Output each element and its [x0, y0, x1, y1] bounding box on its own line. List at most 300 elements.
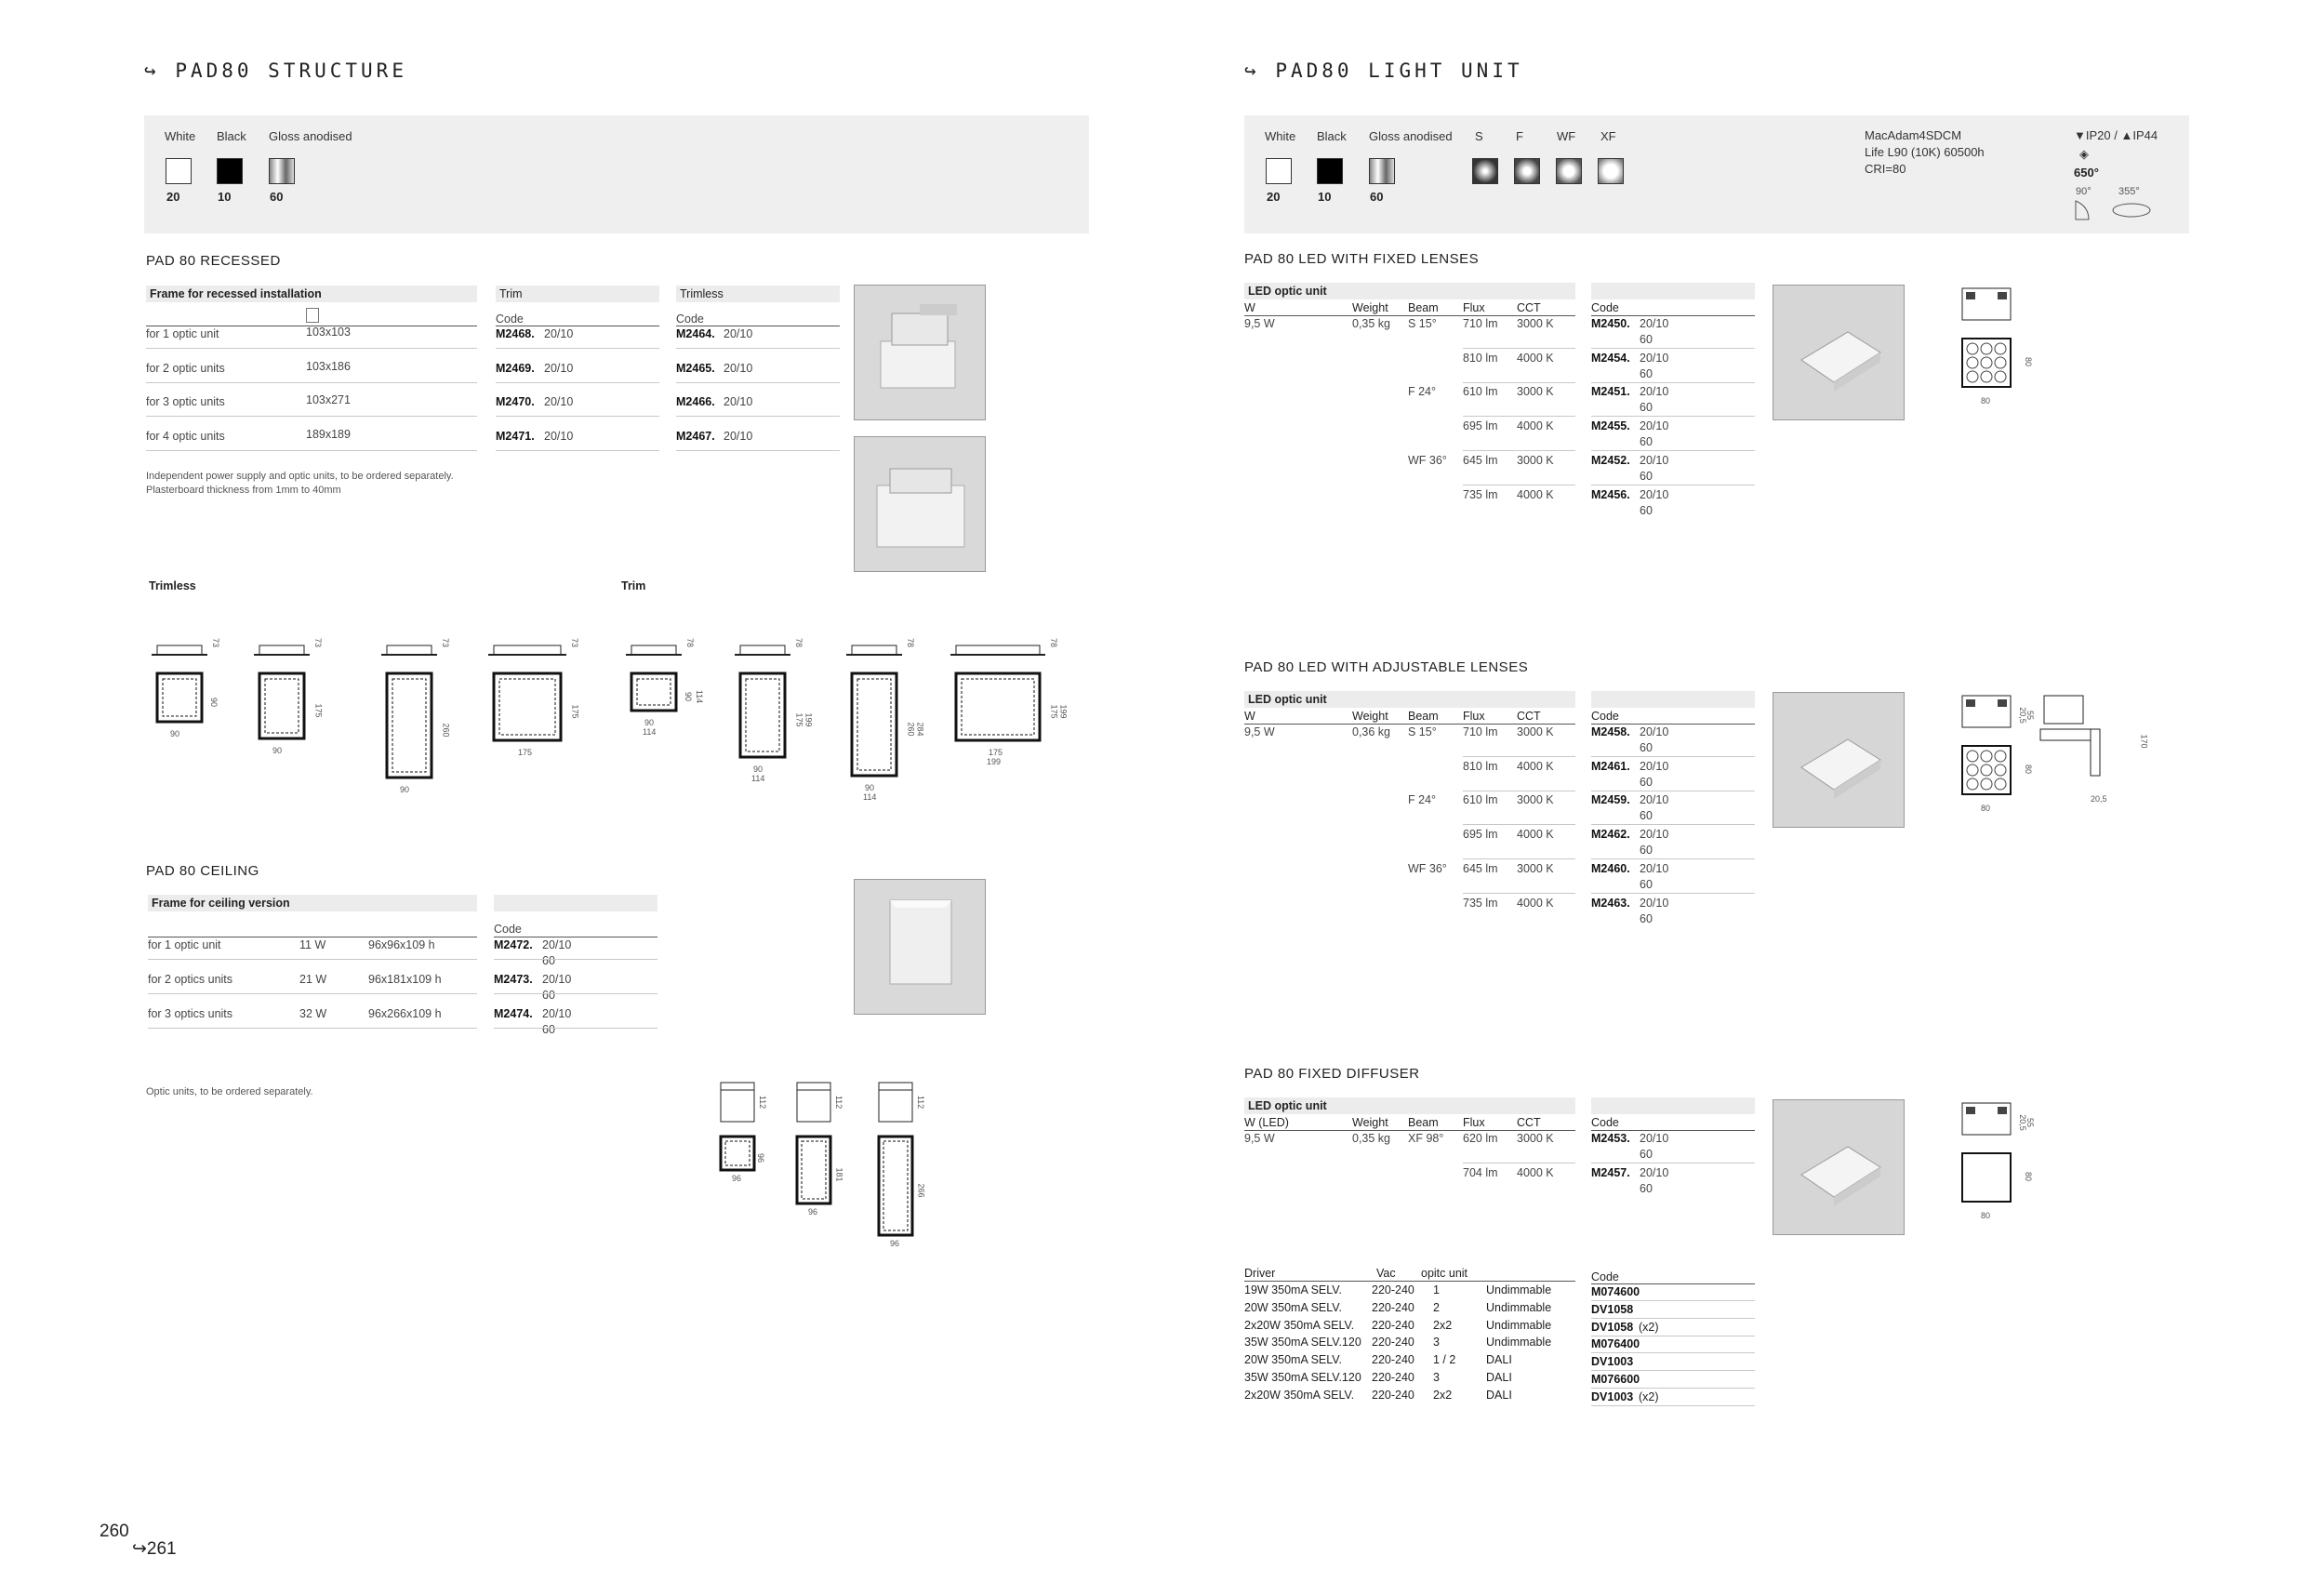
trim-code: M2468. [496, 327, 535, 340]
col-header: Code [1591, 301, 1619, 314]
row-size: 96x181x109 h [368, 973, 442, 986]
row-divider [1463, 858, 1575, 859]
trim-variant: 20/10 [544, 327, 574, 340]
dim-label: 170 [2139, 734, 2149, 749]
driver-code: M076400 [1591, 1337, 1640, 1351]
drawings-trim-label: Trim [621, 579, 646, 592]
code-bar [1591, 1097, 1755, 1114]
finish-value: 20 [166, 190, 180, 204]
variant: 20/10 [1640, 725, 1669, 738]
driver-cell-type: DALI [1486, 1371, 1512, 1384]
product-code: M2454. [1591, 351, 1630, 365]
cell-cct: 3000 K [1517, 385, 1554, 399]
divider [1591, 315, 1755, 316]
driver-cell-optic: 3 [1433, 1371, 1440, 1384]
trim-drawing [846, 632, 928, 800]
dimension-drawing-adjustable-lenses [1960, 692, 2174, 822]
row-watt: 21 W [299, 973, 327, 986]
col-header: W [1244, 301, 1255, 314]
product-photo-adjustable-lenses [1773, 692, 1905, 828]
cell-w: 9,5 W [1244, 725, 1275, 738]
swatch-black [217, 158, 243, 184]
row-divider [146, 450, 477, 451]
variant: 20/10 [1640, 453, 1669, 467]
frame-header: Frame for recessed installation [146, 286, 477, 302]
cell-cct: 4000 K [1517, 896, 1554, 910]
driver-code: DV1003 [1591, 1389, 1634, 1403]
note: Plasterboard thickness from 1mm to 40mm [146, 485, 341, 496]
driver-cell-type: DALI [1486, 1388, 1512, 1402]
trim-header: Trim [496, 286, 659, 302]
variant: 60 [1640, 1148, 1653, 1161]
cell-flux: 695 lm [1463, 828, 1498, 842]
row-label: for 1 optic unit [148, 938, 221, 951]
trimless-variant: 20/10 [724, 395, 753, 408]
ceiling-variant: 60 [542, 989, 555, 1002]
cell-w: 9,5 W [1244, 1132, 1275, 1145]
divider [1244, 1281, 1575, 1282]
variant: 20/10 [1640, 385, 1669, 399]
trimless-drawing [152, 632, 233, 746]
trimless-code: M2467. [676, 429, 715, 443]
cell-beam: F 24° [1408, 793, 1437, 807]
cell-flux: 710 lm [1463, 725, 1498, 738]
code-label: Code [496, 312, 524, 326]
dim-label: 73 [441, 637, 451, 648]
section-title-structure: ↪ PAD80 STRUCTURE [144, 60, 407, 82]
product-photo-fixed-lenses [1773, 285, 1905, 420]
trim-variant: 20/10 [544, 429, 574, 443]
dim-label: 114 [643, 727, 657, 737]
dim-label: 55 [2025, 710, 2036, 721]
arrow-icon: ↪ [144, 60, 160, 82]
dim-label: 80 [2024, 764, 2034, 775]
row-divider [1463, 893, 1575, 894]
driver-cell-driver: 20W 350mA SELV. [1244, 1300, 1342, 1314]
variant: 60 [1640, 809, 1653, 823]
dim-label: 78 [685, 637, 696, 648]
cell-cct: 4000 K [1517, 419, 1554, 433]
optic-header: LED optic unit [1244, 283, 1575, 299]
dimension-drawing-fixed-lenses [1960, 285, 2174, 415]
trim-drawing [626, 632, 708, 735]
driver-cell-vac: 220-240 [1372, 1388, 1414, 1402]
row-size: 189x189 [306, 427, 351, 441]
dim-label: 260 [906, 722, 916, 737]
variant: 20/10 [1640, 1132, 1669, 1145]
variant: 60 [1640, 741, 1653, 754]
code-label: Code [494, 923, 522, 936]
arrow-icon: ↪ [1244, 60, 1260, 82]
code-label: Code [676, 312, 704, 326]
cell-flux: 735 lm [1463, 896, 1498, 910]
row-divider [1463, 756, 1575, 757]
ceiling-variant: 20/10 [542, 973, 572, 986]
dim-label: 199 [1058, 704, 1069, 719]
product-code: M2455. [1591, 419, 1630, 433]
variant: 20/10 [1640, 896, 1669, 910]
note: Independent power supply and optic units, to be ordered separately. [146, 471, 454, 482]
divider [1244, 724, 1575, 725]
col-header: Flux [1463, 301, 1485, 314]
cell-flux: 810 lm [1463, 759, 1498, 773]
lens-label: F [1516, 129, 1523, 143]
size-icon [306, 308, 319, 323]
cell-cct: 4000 K [1517, 759, 1554, 773]
finish-value: 10 [1318, 190, 1332, 204]
cell-cct: 3000 K [1517, 317, 1554, 330]
variant: 20/10 [1640, 828, 1669, 842]
divider [1244, 1130, 1575, 1131]
dim-label: 96 [732, 1174, 742, 1183]
row-divider [496, 450, 659, 451]
dim-label: 73 [211, 637, 221, 648]
col-header: Code [1591, 1116, 1619, 1129]
cell-flux: 810 lm [1463, 351, 1498, 365]
trimless-header: Trimless [676, 286, 840, 302]
driver-col-header: Code [1591, 1270, 1619, 1283]
driver-cell-type: Undimmable [1486, 1318, 1552, 1332]
row-size: 103x271 [306, 393, 351, 406]
heading-adjustable-lenses: PAD 80 LED WITH ADJUSTABLE LENSES [1244, 659, 1529, 675]
driver-cell-type: Undimmable [1486, 1283, 1552, 1296]
row-divider [1591, 450, 1755, 451]
driver-code: M074600 [1591, 1285, 1640, 1298]
ceiling-variant: 20/10 [542, 938, 572, 951]
rotation-angle: 355° [2118, 186, 2140, 197]
lens-label: S [1475, 129, 1483, 143]
product-photo-trimless [854, 436, 986, 572]
dim-label: 112 [834, 1095, 844, 1110]
dim-label: 112 [916, 1095, 926, 1110]
code-bar [1591, 283, 1755, 299]
dim-label: 80 [1981, 1211, 1991, 1220]
dim-label: 78 [794, 637, 804, 648]
driver-code-suffix: (x2) [1639, 1320, 1659, 1334]
ceiling-variant: 60 [542, 1023, 555, 1036]
triangle-down-icon: ▼ [2074, 128, 2086, 142]
cell-flux: 610 lm [1463, 793, 1498, 807]
row-divider [1591, 382, 1755, 383]
dim-label: 284 [915, 722, 925, 737]
lens-label: WF [1557, 129, 1576, 143]
row-divider [676, 348, 840, 349]
driver-cell-driver: 2x20W 350mA SELV. [1244, 1318, 1355, 1332]
row-divider [1591, 1352, 1755, 1353]
dim-label: 90 [272, 746, 283, 755]
driver-cell-type: DALI [1486, 1353, 1512, 1367]
trimless-code: M2465. [676, 361, 715, 375]
trimless-variant: 20/10 [724, 429, 753, 443]
dim-label: 199 [987, 757, 1002, 766]
row-divider [1591, 893, 1755, 894]
dim-label: 175 [313, 703, 324, 718]
cell-weight: 0,35 kg [1352, 1132, 1391, 1145]
variant: 60 [1640, 503, 1653, 517]
dim-label: 80 [1981, 804, 1991, 813]
lens-xf-icon [1598, 158, 1624, 184]
cell-beam: WF 36° [1408, 861, 1447, 875]
lens-wf-icon [1556, 158, 1582, 184]
row-divider [1463, 416, 1575, 417]
cell-cct: 3000 K [1517, 1132, 1554, 1145]
product-code: M2452. [1591, 453, 1630, 467]
dim-label: 96 [890, 1239, 900, 1248]
heading-fixed-lenses: PAD 80 LED WITH FIXED LENSES [1244, 251, 1480, 267]
trimless-drawing [254, 632, 336, 763]
product-code: M2458. [1591, 725, 1630, 738]
cell-cct: 4000 K [1517, 351, 1554, 365]
optic-header: LED optic unit [1244, 1097, 1575, 1114]
cell-beam: XF 98° [1408, 1132, 1444, 1145]
trim-variant: 20/10 [544, 361, 574, 375]
dim-label: 20,5 [2017, 1114, 2027, 1131]
dim-label: 175 [989, 748, 1003, 757]
driver-col-header: Driver [1244, 1267, 1276, 1280]
ceiling-code: M2472. [494, 938, 533, 951]
variant: 60 [1640, 911, 1653, 925]
row-divider [1591, 858, 1755, 859]
driver-cell-driver: 2x20W 350mA SELV. [1244, 1388, 1355, 1402]
ceiling-drawing [795, 1079, 870, 1237]
driver-cell-driver: 20W 350mA SELV. [1244, 1353, 1342, 1367]
swatch-gloss [269, 158, 295, 184]
variant: 60 [1640, 844, 1653, 858]
col-header: Weight [1352, 710, 1388, 723]
row-size: 96x266x109 h [368, 1007, 442, 1020]
trim-code: M2471. [496, 429, 535, 443]
angle-icon [2072, 197, 2156, 223]
driver-cell-vac: 220-240 [1372, 1318, 1414, 1332]
row-divider [148, 993, 477, 994]
ceiling-variant: 60 [542, 954, 555, 967]
product-code: M2461. [1591, 759, 1630, 773]
trimless-variant: 20/10 [724, 361, 753, 375]
lens-label: XF [1600, 129, 1616, 143]
variant: 20/10 [1640, 487, 1669, 501]
row-watt: 32 W [299, 1007, 327, 1020]
product-photo-ceiling [854, 879, 986, 1015]
glow-wire-value: 650° [2074, 166, 2099, 180]
row-divider [494, 959, 657, 960]
ceiling-drawing [877, 1079, 951, 1237]
dim-label: 114 [863, 792, 877, 802]
row-divider [1463, 382, 1575, 383]
driver-cell-optic: 1 [1433, 1283, 1440, 1296]
row-divider [146, 348, 477, 349]
ip-rating: ▼IP20 / ▲IP44 [2074, 128, 2158, 142]
col-header: Code [1591, 710, 1619, 723]
variant: 20/10 [1640, 1165, 1669, 1179]
row-label: for 3 optic units [146, 395, 225, 408]
col-header: CCT [1517, 710, 1541, 723]
cell-beam: WF 36° [1408, 453, 1447, 467]
swatch-white [1266, 158, 1292, 184]
trimless-code: M2464. [676, 327, 715, 340]
cell-weight: 0,36 kg [1352, 725, 1391, 738]
row-divider [496, 416, 659, 417]
finish-panel [144, 115, 1089, 233]
cell-flux: 610 lm [1463, 385, 1498, 399]
driver-cell-optic: 2x2 [1433, 1318, 1453, 1332]
divider [1591, 724, 1755, 725]
dim-label: 90 [684, 691, 694, 702]
dim-label: 73 [570, 637, 580, 648]
cell-flux: 645 lm [1463, 453, 1498, 467]
cell-flux: 735 lm [1463, 487, 1498, 501]
heading-ceiling: PAD 80 CEILING [146, 863, 259, 879]
row-divider [1591, 416, 1755, 417]
variant: 20/10 [1640, 419, 1669, 433]
driver-cell-vac: 220-240 [1372, 1336, 1414, 1350]
cell-cct: 3000 K [1517, 793, 1554, 807]
drawings-trimless-label: Trimless [149, 579, 196, 592]
note: Optic units, to be ordered separately. [146, 1086, 313, 1097]
cell-cct: 4000 K [1517, 487, 1554, 501]
tilt-angle: 90° [2076, 186, 2092, 197]
col-header: CCT [1517, 301, 1541, 314]
trim-code: M2470. [496, 395, 535, 408]
cell-cct: 4000 K [1517, 828, 1554, 842]
cell-flux: 695 lm [1463, 419, 1498, 433]
dim-label: 96 [808, 1207, 818, 1217]
dim-label: 199 [803, 712, 814, 727]
product-code: M2451. [1591, 385, 1630, 399]
row-label: for 4 optic units [146, 429, 225, 443]
arrow-icon: ↪ [132, 1539, 147, 1559]
col-header: Beam [1408, 301, 1439, 314]
dim-label: 78 [1049, 637, 1059, 648]
driver-cell-driver: 35W 350mA SELV.120 [1244, 1336, 1361, 1350]
row-divider [146, 416, 477, 417]
cell-cct: 4000 K [1517, 1165, 1554, 1179]
dim-label: 175 [570, 704, 580, 719]
product-code: M2456. [1591, 487, 1630, 501]
section-title-light-unit: ↪ PAD80 LIGHT UNIT [1244, 60, 1523, 82]
finish-label: White [1265, 129, 1296, 143]
row-divider [496, 348, 659, 349]
trimless-code: M2466. [676, 395, 715, 408]
col-header: Flux [1463, 710, 1485, 723]
finish-label: Gloss anodised [1369, 129, 1453, 143]
dim-label: 80 [1981, 396, 1991, 406]
divider [1591, 1130, 1755, 1131]
variant: 20/10 [1640, 861, 1669, 875]
row-size: 103x186 [306, 359, 351, 373]
dim-label: 80 [2024, 356, 2034, 367]
finish-value: 60 [270, 190, 284, 204]
dim-label: 90 [644, 718, 655, 727]
driver-code-suffix: (x2) [1639, 1389, 1659, 1403]
row-divider [1591, 1300, 1755, 1301]
product-code: M2459. [1591, 793, 1630, 807]
row-label: for 1 optic unit [146, 327, 219, 340]
dim-label: 266 [916, 1183, 926, 1198]
trim-drawing [950, 632, 1071, 765]
dim-label: 90 [170, 729, 180, 738]
triangle-up-icon: ▲ [2120, 128, 2133, 142]
col-header: W [1244, 710, 1255, 723]
driver-col-header: opitc unit [1421, 1267, 1468, 1280]
variant: 60 [1640, 877, 1653, 891]
variant: 20/10 [1640, 351, 1669, 365]
driver-cell-vac: 220-240 [1372, 1371, 1414, 1384]
driver-code: M076600 [1591, 1373, 1640, 1386]
row-divider [1463, 348, 1575, 349]
trim-drawing [735, 632, 817, 781]
cell-flux: 704 lm [1463, 1165, 1498, 1179]
col-header: CCT [1517, 1116, 1541, 1129]
variant: 20/10 [1640, 759, 1669, 773]
col-header: Beam [1408, 1116, 1439, 1129]
driver-code: DV1003 [1591, 1355, 1634, 1369]
product-code: M2462. [1591, 828, 1630, 842]
col-header: W (LED) [1244, 1116, 1289, 1129]
trimless-variant: 20/10 [724, 327, 753, 340]
finish-label: White [165, 129, 196, 143]
product-code: M2460. [1591, 861, 1630, 875]
variant: 60 [1640, 1181, 1653, 1195]
cell-weight: 0,35 kg [1352, 317, 1391, 330]
heading-recessed: PAD 80 RECESSED [146, 253, 281, 269]
cell-cct: 3000 K [1517, 861, 1554, 875]
finish-value: 20 [1267, 190, 1281, 204]
dim-label: 175 [794, 712, 804, 727]
ceiling-frame-header: Frame for ceiling version [148, 895, 477, 911]
ceiling-code: M2474. [494, 1007, 533, 1020]
product-code: M2457. [1591, 1165, 1630, 1179]
ceiling-code-bar [494, 895, 657, 911]
variant: 60 [1640, 469, 1653, 483]
row-watt: 11 W [299, 938, 326, 951]
heading-fixed-diffuser: PAD 80 FIXED DIFFUSER [1244, 1066, 1420, 1082]
row-size: 103x103 [306, 326, 351, 339]
row-divider [1591, 1405, 1755, 1406]
dim-label: 73 [313, 637, 324, 648]
row-divider [146, 382, 477, 383]
spec-text: CRI=80 [1865, 162, 1906, 176]
dim-label: 90 [753, 765, 764, 774]
row-divider [1591, 348, 1755, 349]
product-photo-trim [854, 285, 986, 420]
lens-s-icon [1472, 158, 1498, 184]
row-divider [494, 1028, 657, 1029]
row-divider [676, 416, 840, 417]
col-header: Weight [1352, 301, 1388, 314]
variant: 20/10 [1640, 793, 1669, 807]
product-code: M2463. [1591, 896, 1630, 910]
ceiling-variant: 20/10 [542, 1007, 572, 1020]
dim-label: 90 [865, 783, 875, 792]
driver-cell-optic: 2 [1433, 1300, 1440, 1314]
driver-code: DV1058 [1591, 1320, 1634, 1334]
dim-label: 20,5 [2091, 794, 2107, 804]
dim-label: 112 [758, 1095, 768, 1110]
dim-label: 114 [695, 689, 705, 704]
product-photo-fixed-diffuser [1773, 1099, 1905, 1235]
cell-beam: S 15° [1408, 725, 1437, 738]
row-divider [148, 959, 477, 960]
finish-value: 60 [1370, 190, 1384, 204]
cell-flux: 710 lm [1463, 317, 1498, 330]
row-divider [1591, 1318, 1755, 1319]
trimless-drawing [488, 632, 592, 765]
row-divider [1463, 450, 1575, 451]
row-divider [1591, 1388, 1755, 1389]
driver-code: DV1058 [1591, 1302, 1634, 1316]
cell-beam: F 24° [1408, 385, 1437, 399]
driver-col-header: Vac [1376, 1267, 1396, 1280]
